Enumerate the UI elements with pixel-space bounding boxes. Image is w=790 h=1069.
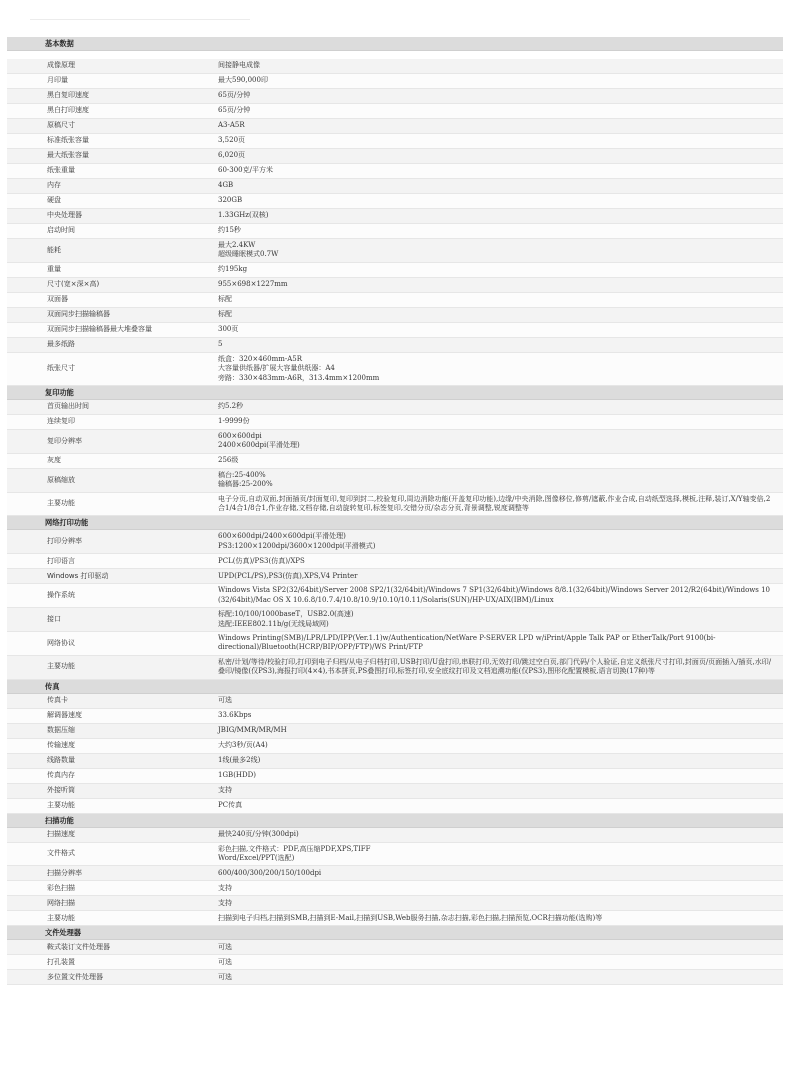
spec-value (218, 338, 783, 352)
section-rows (7, 940, 783, 985)
spec-row (7, 323, 783, 338)
spec-value-line: 稿台:25-400% (218, 470, 266, 479)
spec-value-line: 电子分页,自动双面,封面插页/封面复印,复印到封二,校验复印,周边消除功能(开盖复印功能),边缘/中央消除,图像移位,修剪/遮蔽,作业合成,自动纸型选择,模板,注释,装订,X/Y轴变倍,2合1/4合1/8合1,作业存储,文档存储,自动旋转复印,标签复印,交错分页/杂志分页,背景调整,锐度调整等 (218, 494, 771, 513)
spec-label: 鞍式装订文件处理器 (47, 942, 110, 951)
spec-section (7, 926, 783, 985)
spec-label: 网络扫描 (47, 898, 75, 907)
spec-value (218, 430, 783, 453)
spec-value-line: 33.6Kbps (218, 710, 252, 719)
spec-value (218, 469, 783, 492)
spec-row (7, 353, 783, 386)
spec-value-line: 间接静电成像 (218, 61, 260, 70)
spec-row (7, 911, 783, 926)
spec-value-line: 1线(最多2线) (218, 755, 261, 764)
spec-label: 操作系统 (47, 590, 75, 599)
section-rows (7, 694, 783, 814)
spec-row (7, 724, 783, 739)
spec-value (218, 104, 783, 118)
spec-row (7, 263, 783, 278)
spec-row (7, 415, 783, 430)
spec-row (7, 940, 783, 955)
spec-label: 内存 (47, 181, 61, 190)
spec-row (7, 149, 783, 164)
spec-value (218, 209, 783, 223)
spec-row (7, 209, 783, 224)
spec-label: 中央处理器 (47, 211, 82, 220)
spec-row (7, 239, 783, 263)
spec-row (7, 469, 783, 493)
spec-row (7, 608, 783, 632)
spec-value-line: 私密/计划/等待/校验打印,打印到电子归档/从电子归档打印,USB打印/U盘打印,串联打印,无效打印/跳过空白页,部门代码/个人验证,自定义纸张尺寸打印,封面页/页面插入/插页,水印/叠印/镜像(仅PS3),海报打印(4×4),书本拼页,PS叠图打印,标签打印,安全底纹打印及文档追溯功能(仅PS3),图形化配置模板,语言切换(17种)等 (218, 657, 772, 676)
spec-label: 多位置文件处理器 (47, 972, 103, 981)
spec-row (7, 278, 783, 293)
spec-label: 外接听筒 (47, 785, 75, 794)
spec-value-line: 65页/分钟 (218, 91, 251, 100)
spec-label: 扫描分辨率 (47, 868, 82, 877)
spec-label: 主要功能 (47, 913, 75, 922)
spec-section (7, 680, 783, 814)
spec-label: 双面器 (47, 295, 68, 304)
spec-row (7, 224, 783, 239)
spec-section (7, 37, 783, 386)
spec-label: 扫描速度 (47, 829, 75, 838)
spec-row (7, 709, 783, 724)
spec-row (7, 632, 783, 656)
spec-value (218, 694, 783, 708)
spec-value-line: 60-300克/平方米 (218, 166, 273, 175)
spec-value-line: PCL(仿真)/PS3(仿真)/XPS (218, 556, 305, 565)
spec-label: 月印量 (47, 76, 68, 85)
section-rows (7, 828, 783, 927)
spec-value (218, 866, 783, 880)
spec-value-line: PS3:1200×1200dpi/3600×1200dpi(平滑模式) (218, 541, 376, 550)
spec-label: 打印语言 (47, 556, 75, 565)
spec-value (218, 940, 783, 954)
section-title: 复印功能 (7, 386, 783, 400)
spec-row (7, 179, 783, 194)
spec-value (218, 799, 783, 813)
spec-row (7, 454, 783, 469)
spec-label: 打印分辨率 (47, 537, 82, 546)
spec-label: 彩色扫描 (47, 883, 75, 892)
spec-value (218, 134, 783, 148)
spec-value-line: 支持 (218, 883, 232, 892)
spec-value-line: 约5.2秒 (218, 402, 244, 411)
section-spacer (7, 51, 783, 59)
spec-value-line: Windows Printing(SMB)/LPR/LPD/IPP(Ver.1.1)w/Authentication/NetWare P-SERVER LPD w/iPrint/Apple Talk PAP or EtherTalk/Port 9100(bi-directional)/Bluetooth(HCRP/BIP/OPP/FTP)/WS Print/FTP (218, 633, 716, 652)
spec-value (218, 164, 783, 178)
spec-value-line: 955×698×1227mm (218, 280, 288, 289)
spec-value-line: 600×600dpi/2400×600dpi(平滑处理) (218, 532, 346, 541)
spec-row (7, 584, 783, 608)
spec-label: 灰度 (47, 456, 61, 465)
spec-label: 网络协议 (47, 638, 75, 647)
spec-value-line: 纸盒：320×460mm-A5R (218, 354, 303, 363)
spec-value-line: 可选 (218, 957, 232, 966)
spec-label: 最大纸张容量 (47, 151, 89, 160)
spec-value (218, 970, 783, 984)
spec-value-line: 支持 (218, 785, 232, 794)
spec-row (7, 74, 783, 89)
spec-value-line: 600×600dpi (218, 432, 262, 441)
spec-label: 双面同步扫描输稿器 (47, 310, 110, 319)
spec-label: 连续复印 (47, 417, 75, 426)
spec-label: Windows 打印驱动 (47, 571, 109, 580)
spec-value (218, 400, 783, 414)
spec-value-line: Word/Excel/PPT(选配) (218, 853, 295, 862)
spec-value (218, 843, 783, 866)
section-title: 网络打印功能 (7, 516, 783, 530)
spec-value-line: 支持 (218, 898, 232, 907)
spec-value-line: 3,520页 (218, 136, 246, 145)
spec-value-line: 可选 (218, 942, 232, 951)
spec-value (218, 119, 783, 133)
section-rows (7, 59, 783, 386)
spec-row (7, 896, 783, 911)
spec-value (218, 530, 783, 553)
section-rows (7, 530, 783, 679)
spec-label: 标准纸张容量 (47, 136, 89, 145)
spec-row (7, 769, 783, 784)
spec-value-line: Windows Vista SP2(32/64bit)/Server 2008 SP2/1(32/64bit)/Windows 7 SP1(32/64bit)/Windows 8/8.1(32/64bit)/Windows Server 2012/R2(64bit)/Windows 10 (32/64bit)/Mac OS X 10.6.8/10.7.4/10.8/10.9/10.10/10.11/Solaris(SUN)/HP-UX/AIX(IBM)/Linux (218, 586, 771, 604)
spec-row (7, 866, 783, 881)
spec-row (7, 656, 783, 680)
spec-row (7, 59, 783, 74)
spec-value-line: 可选 (218, 695, 232, 704)
spec-value (218, 293, 783, 307)
spec-value-line: 6,020页 (218, 151, 246, 160)
spec-row (7, 89, 783, 104)
spec-value (218, 353, 783, 385)
spec-value (218, 179, 783, 193)
spec-label: 启动时间 (47, 226, 75, 235)
spec-value-line: 最大2.4KW (218, 241, 256, 249)
spec-value-line: 选配:IEEE802.11b/g(无线局域网) (218, 619, 329, 628)
spec-label: 黑白打印速度 (47, 106, 89, 115)
spec-label: 原稿缩放 (47, 475, 75, 484)
spec-label: 最多纸路 (47, 340, 75, 349)
spec-value (218, 881, 783, 895)
spec-label: 主要功能 (47, 499, 75, 508)
spec-value-line: 超级睡眠模式0.7W (218, 250, 279, 259)
spec-value-line: 最大590,000印 (218, 76, 268, 85)
section-title: 文件处理器 (7, 926, 783, 940)
spec-label: 成像原理 (47, 61, 75, 70)
spec-label: 黑白复印速度 (47, 91, 89, 100)
section-rows (7, 400, 783, 516)
spec-value (218, 59, 783, 73)
spec-value (218, 769, 783, 783)
spec-value-line: 5 (218, 340, 223, 349)
spec-row (7, 493, 783, 517)
spec-row (7, 739, 783, 754)
spec-label: 传真卡 (47, 695, 68, 704)
spec-value (218, 656, 783, 679)
spec-row (7, 338, 783, 353)
spec-value (218, 493, 783, 516)
spec-value-line: 1-9999份 (218, 417, 250, 426)
spec-value-line: JBIG/MMR/MR/MH (218, 725, 287, 734)
spec-value-line: PC传真 (218, 800, 243, 809)
spec-label: 传真内存 (47, 770, 75, 779)
spec-value (218, 784, 783, 798)
spec-value (218, 584, 783, 607)
spec-value-line: 2400×600dpi(平滑处理) (218, 441, 300, 450)
spec-value-line: 65页/分钟 (218, 106, 251, 115)
spec-label: 原稿尺寸 (47, 121, 75, 130)
spec-table (7, 37, 783, 985)
spec-value-line: 大容量供纸器/扩展大容量供纸器：A4 (218, 364, 335, 373)
spec-row (7, 970, 783, 985)
spec-value (218, 911, 783, 925)
spec-value (218, 308, 783, 322)
spec-value (218, 278, 783, 292)
spec-row (7, 164, 783, 179)
spec-value (218, 415, 783, 429)
spec-label: 复印分辨率 (47, 436, 82, 445)
spec-label: 双面同步扫描输稿器最大堆叠容量 (47, 325, 152, 334)
spec-row (7, 430, 783, 454)
spec-value (218, 955, 783, 969)
spec-value (218, 454, 783, 468)
spec-value-line: 1.33GHz(双核) (218, 211, 269, 220)
spec-value (218, 149, 783, 163)
spec-value-line: 标配 (218, 295, 232, 304)
section-title: 扫描功能 (7, 814, 783, 828)
spec-value-line: 标配 (218, 310, 232, 319)
spec-label: 线路数量 (47, 755, 75, 764)
spec-value (218, 74, 783, 88)
spec-row (7, 554, 783, 569)
spec-row (7, 955, 783, 970)
spec-label: 重量 (47, 265, 61, 274)
spec-value-line: 300页 (218, 325, 239, 334)
spec-value (218, 323, 783, 337)
spec-row (7, 843, 783, 867)
spec-row (7, 828, 783, 843)
spec-row (7, 530, 783, 554)
spec-label: 解调器速度 (47, 710, 82, 719)
spec-value (218, 709, 783, 723)
spec-row (7, 104, 783, 119)
spec-value (218, 194, 783, 208)
spec-value-line: 扫描到电子归档,扫描到SMB,扫描到E-Mail,扫描到USB,Web服务扫描,杂志扫描,彩色扫描,扫描预览,OCR扫描功能(选购)等 (218, 913, 603, 922)
spec-section (7, 814, 783, 927)
spec-section (7, 516, 783, 679)
section-title: 传真 (7, 680, 783, 694)
spec-label: 能耗 (47, 245, 61, 254)
spec-value (218, 239, 783, 262)
spec-label: 首页输出时间 (47, 402, 89, 411)
spec-label: 传输速度 (47, 740, 75, 749)
section-title: 基本数据 (7, 37, 783, 51)
spec-value-line: 4GB (218, 181, 234, 190)
spec-value (218, 569, 783, 583)
spec-value-line: 大约3秒/页(A4) (218, 740, 268, 749)
spec-label: 硬盘 (47, 196, 61, 205)
spec-value (218, 896, 783, 910)
spec-value-line: 600/400/300/200/150/100dpi (218, 868, 322, 877)
spec-row (7, 119, 783, 134)
spec-value (218, 754, 783, 768)
spec-value-line: 320GB (218, 196, 243, 205)
spec-label: 接口 (47, 614, 61, 623)
spec-label: 主要功能 (47, 662, 75, 671)
spec-row (7, 881, 783, 896)
spec-row (7, 799, 783, 814)
spec-value-line: 约195kg (218, 265, 248, 274)
spec-value-line: 最快240页/分钟(300dpi) (218, 829, 299, 838)
spec-value-line: 标配:10/100/1000baseT，USB2.0(高速) (218, 610, 354, 619)
spec-value-line: 彩色扫描,文件格式：PDF,高压缩PDF,XPS,TIFF (218, 844, 371, 853)
spec-value (218, 89, 783, 103)
spec-value (218, 554, 783, 568)
spec-label: 纸张重量 (47, 166, 75, 175)
spec-value-line: UPD(PCL/PS),PS3(仿真),XPS,V4 Printer (218, 571, 358, 580)
spec-label: 文件格式 (47, 849, 75, 858)
spec-value (218, 608, 783, 631)
spec-row (7, 694, 783, 709)
spec-section (7, 386, 783, 516)
spec-row (7, 569, 783, 584)
spec-row (7, 194, 783, 209)
spec-value-line: 输稿器:25-200% (218, 480, 273, 489)
spec-label: 打孔装置 (47, 957, 75, 966)
spec-value (218, 724, 783, 738)
spec-row (7, 400, 783, 415)
top-divider (30, 19, 250, 20)
spec-row (7, 308, 783, 323)
spec-value (218, 632, 783, 655)
spec-label: 纸张尺寸 (47, 364, 75, 373)
spec-value-line: 旁路：330×483mm-A6R，313.4mm×1200mm (218, 373, 380, 382)
spec-value-line: 约15秒 (218, 226, 241, 235)
spec-row (7, 134, 783, 149)
spec-value (218, 224, 783, 238)
spec-row (7, 784, 783, 799)
spec-label: 尺寸(宽×深×高) (47, 280, 100, 289)
spec-value (218, 739, 783, 753)
spec-value (218, 828, 783, 842)
spec-row (7, 293, 783, 308)
spec-value (218, 263, 783, 277)
spec-value-line: 1GB(HDD) (218, 770, 256, 779)
spec-value-line: 可选 (218, 972, 232, 981)
spec-value-line: A3-A5R (218, 121, 245, 130)
spec-label: 主要功能 (47, 800, 75, 809)
spec-label: 数据压缩 (47, 725, 75, 734)
spec-value-line: 256级 (218, 456, 239, 465)
spec-row (7, 754, 783, 769)
